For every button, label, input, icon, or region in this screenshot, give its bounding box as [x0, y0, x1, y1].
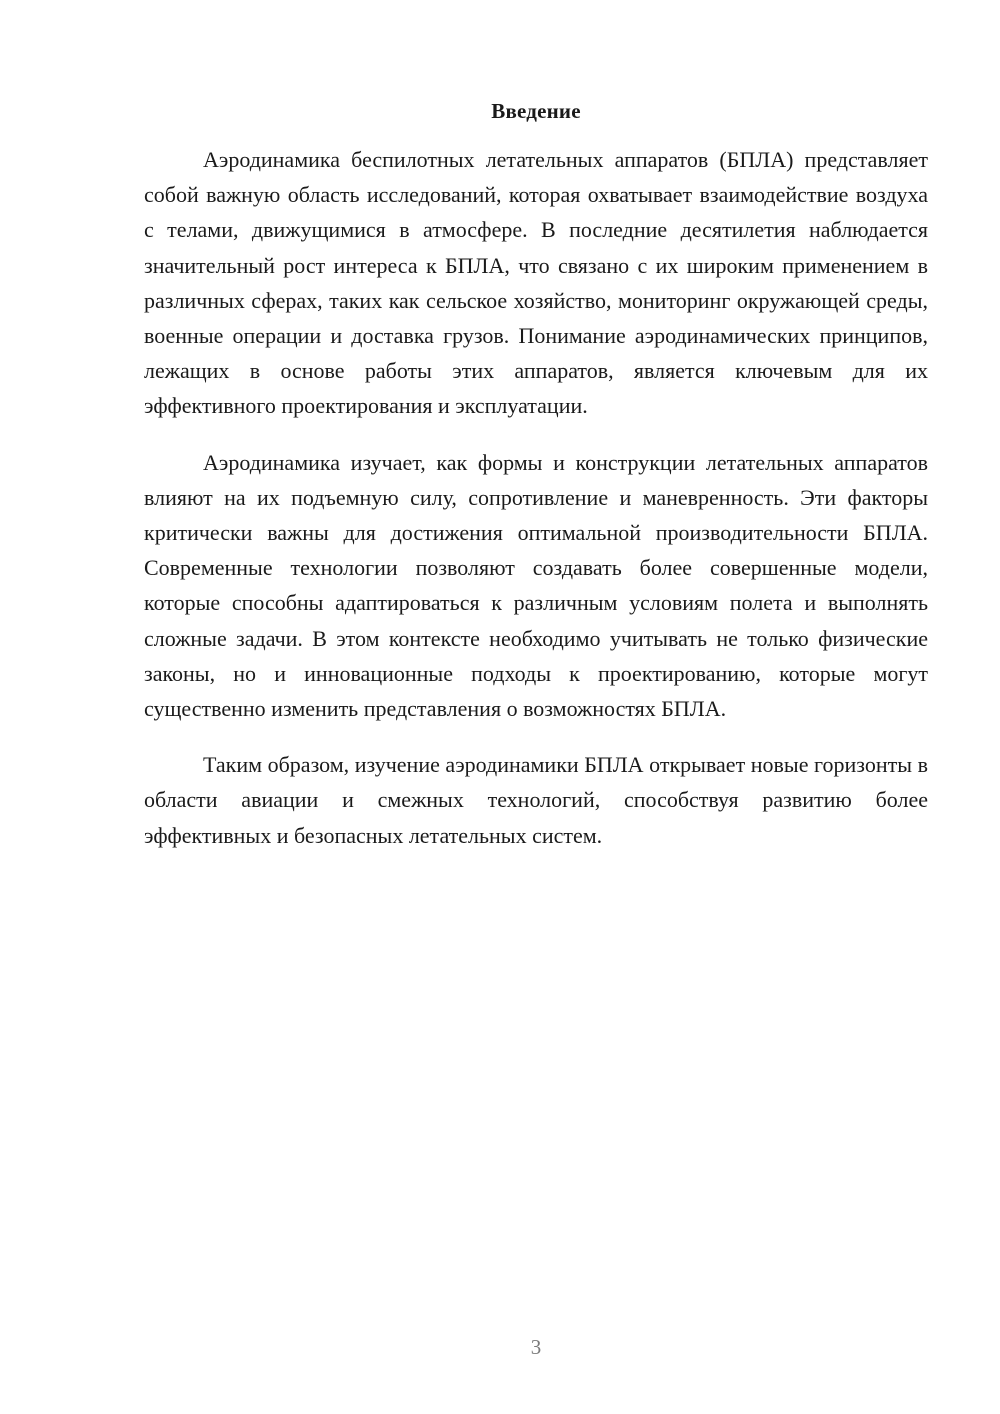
paragraph-3: Таким образом, изучение аэродинамики БПЛА открывает новые горизонты в области авиации и смежных технологий, способствуя развитию более эффективных и безопасных летательных систем.	[144, 752, 928, 848]
page-number: 3	[530, 1335, 542, 1359]
paragraph-2: Аэродинамика изучает, как формы и конструкции летательных аппаратов влияют на их подъемную силу, сопротивление и маневренность. Эти факторы критически важны для достижения оптимальной производительности БПЛА. Современные технологии позволяют создавать более совершенные модели, которые способны адаптироваться к различным условиям полета и выполнять сложные задачи. В этом контексте необходимо учитывать не только физические законы, но и инновационные подходы к проектированию, которые могут существенно изменить представления о возможностях БПЛА.	[144, 449, 928, 722]
section-title: Введение	[491, 99, 581, 123]
paragraph-1: Аэродинамика беспилотных летательных аппаратов (БПЛА) представляет собой важную область исследований, которая охватывает взаимодействие воздуха с телами, движущимися в атмосфере. В последние десятилетия наблюдается значительный рост интереса к БПЛА, что связано с их широким применением в различных сферах, таких как сельское хозяйство, мониторинг окружающей среды, военные операции и доставка грузов. Понимание аэродинамических принципов, лежащих в основе работы этих аппаратов, является ключевым для их эффективного проектирования и эксплуатации.	[144, 147, 928, 419]
page-content	[144, 96, 928, 853]
